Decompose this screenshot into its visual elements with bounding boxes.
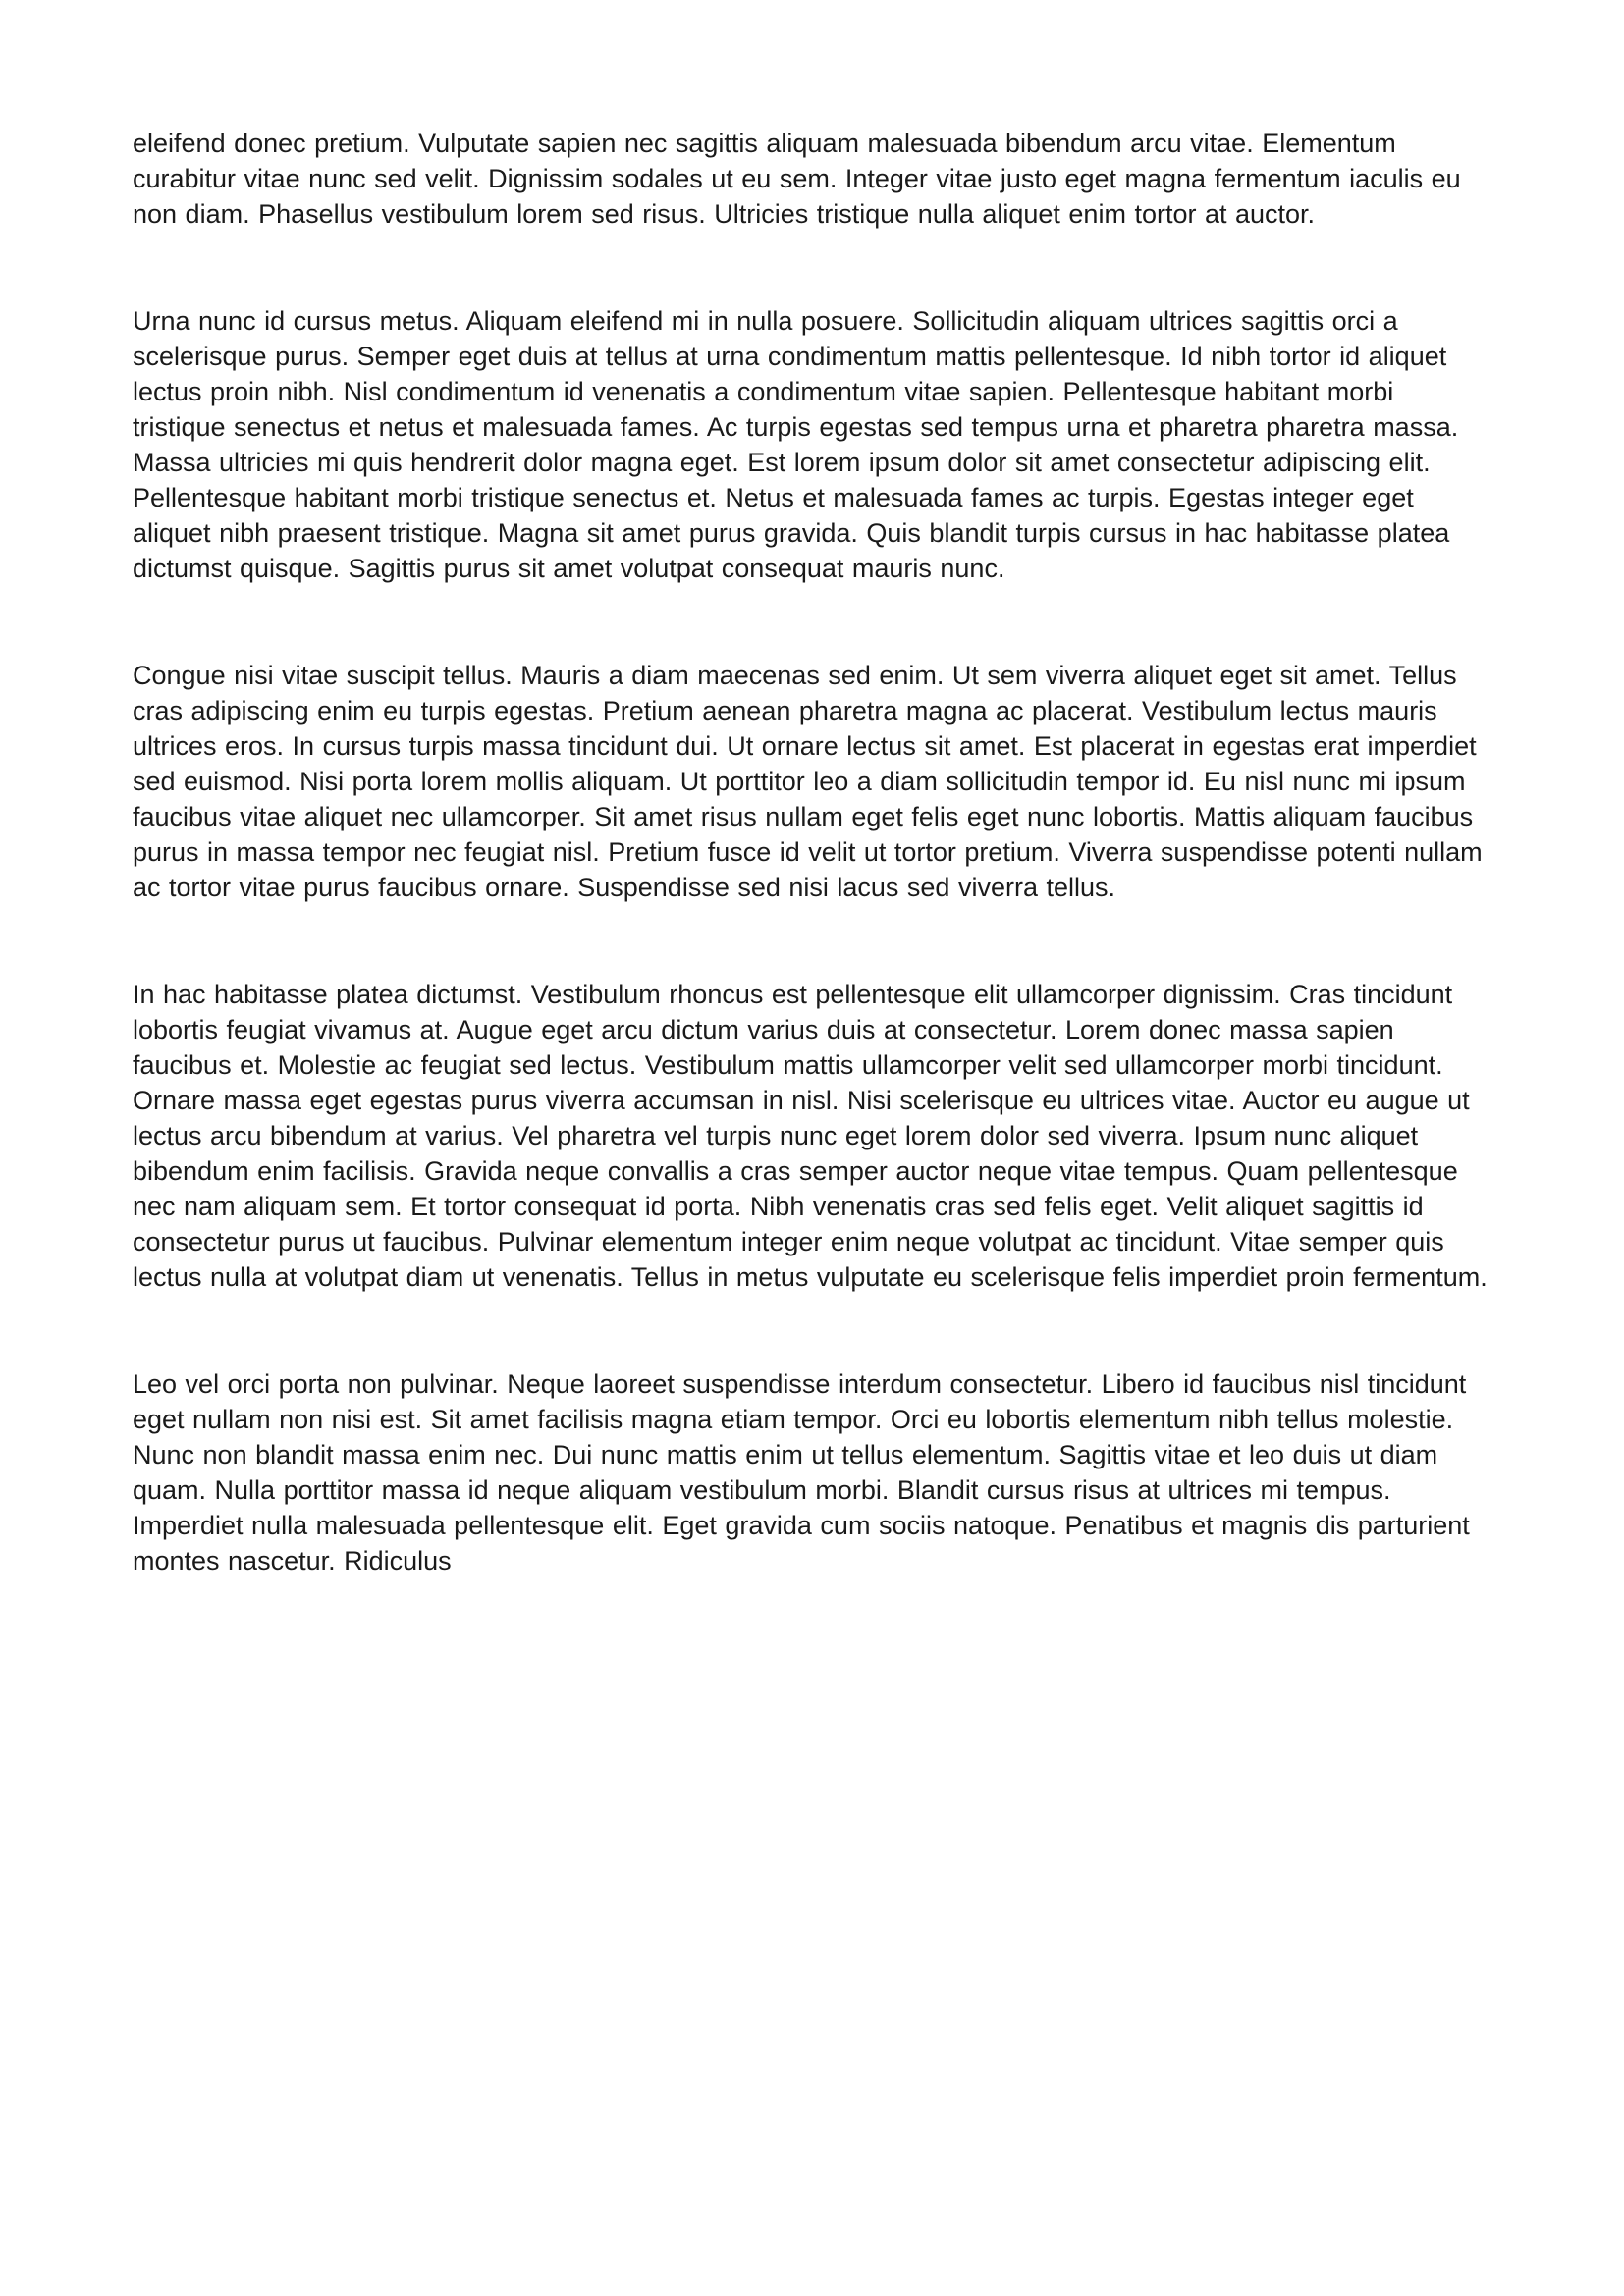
paragraph-3: Congue nisi vitae suscipit tellus. Mauris a diam maecenas sed enim. Ut sem viverra aliquet eget sit amet. Tellus cras adipiscing enim eu turpis egestas. Pretium aenean pharetra magna ac placerat. Vestibulum lectus mauris ultrices eros. In cursus turpis massa tincidunt dui. Ut ornare lectus sit amet. Est placerat in egestas erat imperdiet sed euismod. Nisi porta lorem mollis aliquam. Ut porttitor leo a diam sollicitudin tempor id. Eu nisl nunc mi ipsum faucibus vitae aliquet nec ullamcorper. Sit amet risus nullam eget felis eget nunc lobortis. Mattis aliquam faucibus purus in massa tempor nec feugiat nisl. Pretium fusce id velit ut tortor pretium. Viverra suspendisse potenti nullam ac tortor vitae purus faucibus ornare. Suspendisse sed nisi lacus sed viverra tellus. (133, 661, 1483, 902)
paragraph-4: In hac habitasse platea dictumst. Vestibulum rhoncus est pellentesque elit ullamcorper dignissim. Cras tincidunt lobortis feugiat vivamus at. Augue eget arcu dictum varius duis at consectetur. Lorem donec massa sapien faucibus et. Molestie ac feugiat sed lectus. Vestibulum mattis ullamcorper velit sed ullamcorper morbi tincidunt. Ornare massa eget egestas purus viverra accumsan in nisl. Nisi scelerisque eu ultrices vitae. Auctor eu augue ut lectus arcu bibendum at varius. Vel pharetra vel turpis nunc eget lorem dolor sed viverra. Ipsum nunc aliquet bibendum enim facilisis. Gravida neque convallis a cras semper auctor neque vitae tempus. Quam pellentesque nec nam aliquam sem. Et tortor consequat id porta. Nibh venenatis cras sed felis eget. Velit aliquet sagittis id consectetur purus ut faucibus. Pulvinar elementum integer enim neque volutpat ac tincidunt. Vitae semper quis lectus nulla at volutpat diam ut venenatis. Tellus in metus vulputate eu scelerisque felis imperdiet proin fermentum. (133, 980, 1488, 1292)
paragraph-1: eleifend donec pretium. Vulputate sapien nec sagittis aliquam malesuada bibendum arcu vitae. Elementum curabitur vitae nunc sed velit. Dignissim sodales ut eu sem. Integer vitae justo eget magna fermentum iaculis eu non diam. Phasellus vestibulum lorem sed risus. Ultricies tristique nulla aliquet enim tortor at auctor. (133, 129, 1461, 229)
document-body (133, 126, 1492, 1578)
paragraph-5: Leo vel orci porta non pulvinar. Neque laoreet suspendisse interdum consectetur. Libero id faucibus nisl tincidunt eget nullam non nisi est. Sit amet facilisis magna etiam tempor. Orci eu lobortis elementum nibh tellus molestie. Nunc non blandit massa enim nec. Dui nunc mattis enim ut tellus elementum. Sagittis vitae et leo duis ut diam quam. Nulla porttitor massa id neque aliquam vestibulum morbi. Blandit cursus risus at ultrices mi tempus. Imperdiet nulla malesuada pellentesque elit. Eget gravida cum sociis natoque. Penatibus et magnis dis parturient montes nascetur. Ridiculus (133, 1369, 1470, 1575)
paragraph-2: Urna nunc id cursus metus. Aliquam eleifend mi in nulla posuere. Sollicitudin aliquam ultrices sagittis orci a scelerisque purus. Semper eget duis at tellus at urna condimentum mattis pellentesque. Id nibh tortor id aliquet lectus proin nibh. Nisl condimentum id venenatis a condimentum vitae sapien. Pellentesque habitant morbi tristique senectus et netus et malesuada fames. Ac turpis egestas sed tempus urna et pharetra pharetra massa. Massa ultricies mi quis hendrerit dolor magna eget. Est lorem ipsum dolor sit amet consectetur adipiscing elit. Pellentesque habitant morbi tristique senectus et. Netus et malesuada fames ac turpis. Egestas integer eget aliquet nibh praesent tristique. Magna sit amet purus gravida. Quis blandit turpis cursus in hac habitasse platea dictumst quisque. Sagittis purus sit amet volutpat consequat mauris nunc. (133, 306, 1459, 583)
